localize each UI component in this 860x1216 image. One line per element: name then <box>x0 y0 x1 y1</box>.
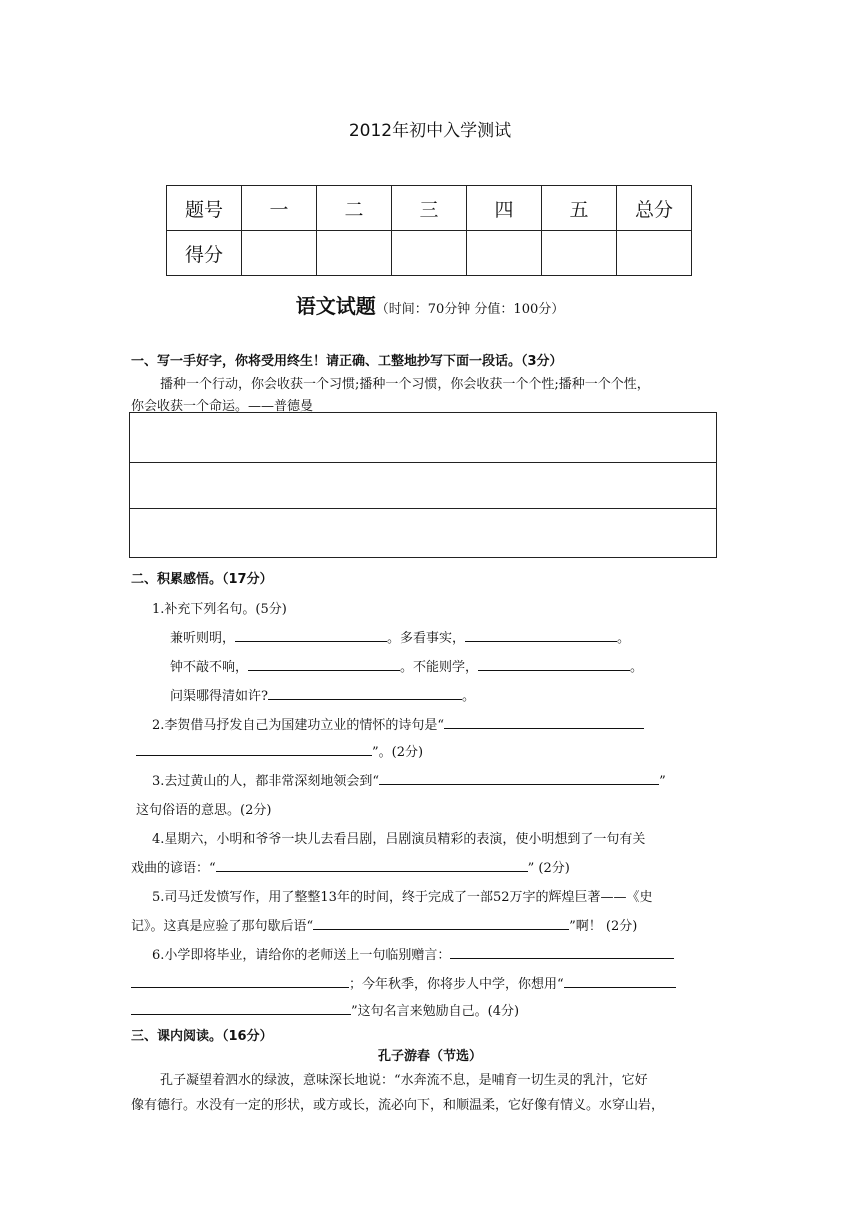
q1-c-text: 问渠哪得清如许? <box>170 689 268 704</box>
answer-blank[interactable] <box>379 772 659 785</box>
subject-header <box>0 290 860 319</box>
score-header-cell: 总分 <box>617 186 692 231</box>
question-2-line-a <box>152 714 644 733</box>
question-1-line-b <box>170 656 643 675</box>
copy-box-divider <box>130 508 716 509</box>
q6-text: 6.小学即将毕业，请给你的老师送上一句临别赠言： <box>152 948 451 963</box>
q5-text: 记》。这真是应验了那句歇后语“ <box>131 919 314 934</box>
section3-heading: 三、课内阅读。（16分） <box>131 1029 273 1044</box>
q1-a-text: 。 <box>617 631 631 646</box>
passage-title: 孔子游春（节选） <box>377 1049 482 1064</box>
answer-blank[interactable] <box>235 629 387 642</box>
subject-info: （时间：70分钟 分值：100分） <box>375 302 565 317</box>
answer-blank[interactable] <box>450 946 674 959</box>
q2-text: ”。(2分) <box>372 745 424 760</box>
q4-text: 戏曲的谚语：“ <box>131 861 216 876</box>
score-cell <box>617 231 692 276</box>
question-1-line-c <box>170 685 475 704</box>
q3-text: 3.去过黄山的人，都非常深刻地领会到“ <box>152 774 380 789</box>
q6-text: ；今年秋季，你将步人中学，你想用“ <box>349 977 564 992</box>
section2-heading: 二、积累感悟。（17分） <box>131 572 273 587</box>
question-3-line-a <box>152 770 666 789</box>
q6-text: ”这句名言来勉励自己。(4分) <box>351 1004 520 1019</box>
answer-blank[interactable] <box>131 975 349 988</box>
score-row-label: 得分 <box>167 231 242 276</box>
q1-c-text: 。 <box>461 689 475 704</box>
question-3-line-b: 这句俗语的意思。(2分) <box>136 803 272 818</box>
question-5-line-a: 5.司马迁发愤写作，用了整整13年的时间，终于完成了一部52万字的辉煌巨著——《史 <box>152 890 653 905</box>
section1-text-line2: 你会收获一个命运。——普德曼 <box>131 399 314 414</box>
score-header-cell: 三 <box>392 186 467 231</box>
copy-box-divider <box>130 462 716 463</box>
question-1-line-a <box>170 627 630 646</box>
q1-b-text: 钟不敲不响， <box>170 660 249 675</box>
answer-blank[interactable] <box>268 687 462 700</box>
answer-blank[interactable] <box>216 859 528 872</box>
score-cell <box>542 231 617 276</box>
question-6-line-c <box>131 1000 519 1019</box>
question-6-line-b <box>131 973 676 992</box>
question-2-line-b <box>136 741 423 760</box>
score-cell <box>242 231 317 276</box>
answer-blank[interactable] <box>313 917 569 930</box>
passage-line-1: 孔子凝望着泗水的绿波，意味深长地说：“水奔流不息，是哺育一切生灵的乳汁，它好 <box>160 1073 648 1088</box>
q3-text: ” <box>659 774 666 789</box>
subject-title: 语文试题 <box>295 294 376 318</box>
copy-writing-box[interactable] <box>129 412 717 558</box>
score-header-cell: 题号 <box>167 186 242 231</box>
section1-text-line1: 播种一个行动，你会收获一个习惯;播种一个习惯，你会收获一个个性;播种一个个性， <box>160 377 650 392</box>
passage-line-2: 像有德行。水没有一定的形状，或方或长，流必向下，和顺温柔，它好像有情义。水穿山岩， <box>131 1098 665 1113</box>
question-5-line-b <box>131 915 637 934</box>
score-table-header-row <box>167 186 692 231</box>
q1-b-text: 。不能则学， <box>400 660 479 675</box>
answer-blank[interactable] <box>564 975 676 988</box>
answer-blank[interactable] <box>131 1002 351 1015</box>
answer-blank[interactable] <box>248 658 400 671</box>
score-table <box>166 185 692 276</box>
answer-blank[interactable] <box>465 629 617 642</box>
exam-title: 2012年初中入学测试 <box>348 121 512 141</box>
score-header-cell: 二 <box>317 186 392 231</box>
question-4-line-a: 4.星期六，小明和爷爷一块儿去看吕剧，吕剧演员精彩的表演，使小明想到了一句有关 <box>152 832 646 847</box>
score-header-cell: 五 <box>542 186 617 231</box>
score-table-score-row <box>167 231 692 276</box>
score-cell <box>467 231 542 276</box>
answer-blank[interactable] <box>444 716 644 729</box>
score-header-cell: 四 <box>467 186 542 231</box>
q5-text: ”啊！ (2分) <box>569 919 638 934</box>
q1-b-text: 。 <box>630 660 644 675</box>
q4-text: ” (2分) <box>527 861 570 876</box>
score-cell <box>317 231 392 276</box>
answer-blank[interactable] <box>136 743 372 756</box>
q1-a-text: 。多看事实， <box>387 631 466 646</box>
section1-heading: 一、写一手好字，你将受用终生！请正确、工整地抄写下面一段话。（3分） <box>131 354 563 369</box>
q2-text: 2.李贺借马抒发自己为国建功立业的情怀的诗句是“ <box>152 718 445 733</box>
question-6-line-a <box>152 944 674 963</box>
question-1: 1.补充下列名句。(5分) <box>152 602 287 617</box>
score-header-cell: 一 <box>242 186 317 231</box>
question-4-line-b <box>131 857 570 876</box>
score-cell <box>392 231 467 276</box>
answer-blank[interactable] <box>478 658 630 671</box>
q1-a-text: 兼听则明， <box>170 631 236 646</box>
